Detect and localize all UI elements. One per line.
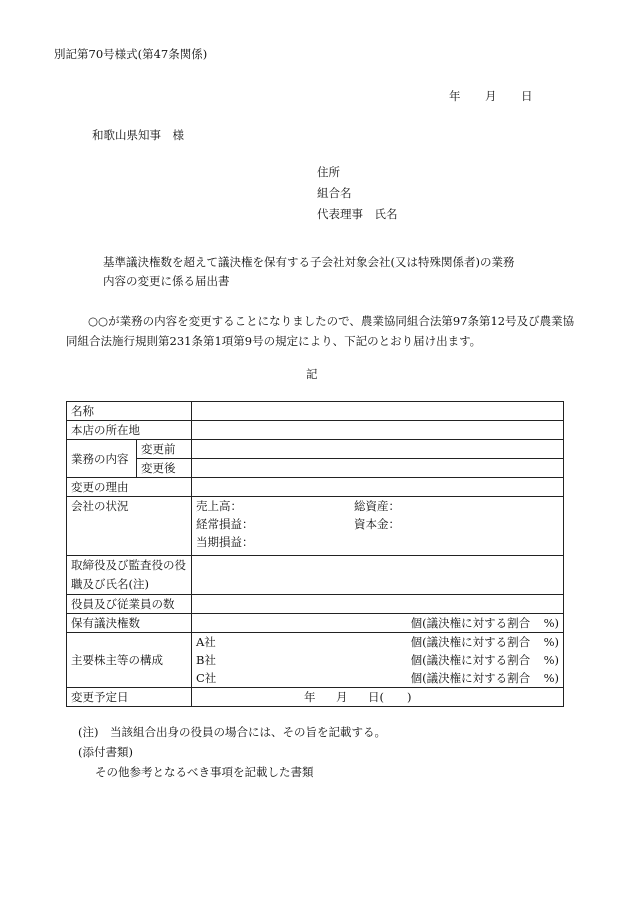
company-b-units: 個(議決権に対する割合 bbox=[410, 653, 531, 667]
sched-day: 日( ) bbox=[368, 690, 412, 704]
company-c-units: 個(議決権に対する割合 bbox=[410, 671, 531, 685]
sender-union-name: 組合名 bbox=[317, 186, 352, 200]
label-scheduled-date: 変更予定日 bbox=[67, 688, 192, 707]
field-voting-rights[interactable] bbox=[192, 614, 564, 633]
body-text: ○○が業務の内容を変更することになりましたので、農業協同組合法第97条第12号及び農業協同組合法施行規則第231条第1項第9号の規定により、下記のとおり届け出ます。 bbox=[66, 314, 575, 348]
attachment-label: (添付書類) bbox=[78, 745, 133, 759]
addressee: 和歌山県知事 様 bbox=[92, 128, 184, 142]
sales-label: 売上高： bbox=[196, 499, 242, 513]
field-after[interactable] bbox=[192, 459, 564, 478]
company-b: B社 bbox=[196, 653, 216, 667]
field-name[interactable] bbox=[192, 402, 564, 421]
ki-heading: 記 bbox=[306, 367, 318, 381]
label-after: 変更後 bbox=[137, 459, 192, 478]
capital-label: 資本金： bbox=[354, 517, 400, 531]
date-year: 年 bbox=[449, 89, 461, 103]
company-a-units: 個(議決権に対する割合 bbox=[410, 635, 531, 649]
field-before[interactable] bbox=[192, 440, 564, 459]
field-reason[interactable] bbox=[192, 478, 564, 497]
date-day: 日 bbox=[521, 89, 533, 103]
label-staff-count: 役員及び従業員の数 bbox=[67, 595, 192, 614]
label-reason: 変更の理由 bbox=[67, 478, 192, 497]
company-a-percent: %) bbox=[543, 635, 559, 649]
label-name: 名称 bbox=[67, 402, 192, 421]
net-profit-label: 当期損益： bbox=[196, 535, 254, 549]
field-major-holders[interactable] bbox=[192, 633, 564, 688]
field-scheduled-date[interactable] bbox=[192, 688, 564, 707]
field-officers[interactable] bbox=[192, 556, 564, 595]
field-head-office[interactable] bbox=[192, 421, 564, 440]
form-number: 別記第70号様式(第47条関係) bbox=[54, 47, 208, 61]
label-business: 業務の内容 bbox=[67, 440, 137, 478]
document-title bbox=[103, 253, 514, 291]
sender-representative: 代表理事 氏名 bbox=[317, 207, 398, 221]
total-assets-label: 総資産： bbox=[354, 499, 400, 513]
label-company-status: 会社の状況 bbox=[67, 497, 192, 556]
notes-block bbox=[78, 722, 386, 782]
title-line-1: 基準議決権数を超えて議決権を保有する子会社対象会社(又は特殊関係者)の業務 bbox=[103, 255, 515, 269]
date-line bbox=[449, 88, 533, 104]
ordinary-profit-label: 経常損益： bbox=[196, 517, 254, 531]
label-voting-rights: 保有議決権数 bbox=[67, 614, 192, 633]
field-staff-count[interactable] bbox=[192, 595, 564, 614]
company-b-percent: %) bbox=[543, 653, 559, 667]
note-line: (注) 当該組合出身の役員の場合には、その旨を記載する。 bbox=[78, 725, 386, 739]
sched-year: 年 bbox=[304, 690, 316, 704]
label-before: 変更前 bbox=[137, 440, 192, 459]
sched-month: 月 bbox=[336, 690, 348, 704]
company-c: C社 bbox=[196, 671, 217, 685]
title-line-2: 内容の変更に係る届出書 bbox=[103, 274, 230, 288]
label-officers: 取締役及び監査役の役職及び氏名(注) bbox=[67, 556, 192, 595]
label-major-holders: 主要株主等の構成 bbox=[67, 633, 192, 688]
sender-address: 住所 bbox=[317, 165, 340, 179]
field-company-status[interactable] bbox=[192, 497, 564, 556]
company-c-percent: %) bbox=[543, 671, 559, 685]
voting-units: 個(議決権に対する割合 bbox=[410, 616, 531, 630]
company-a: A社 bbox=[196, 635, 216, 649]
date-month: 月 bbox=[485, 89, 497, 103]
voting-percent: %) bbox=[543, 616, 559, 630]
label-head-office: 本店の所在地 bbox=[67, 421, 192, 440]
sender-block bbox=[317, 162, 398, 225]
attachment-item: その他参考となるべき事項を記載した書類 bbox=[95, 765, 314, 779]
form-table bbox=[66, 401, 564, 707]
